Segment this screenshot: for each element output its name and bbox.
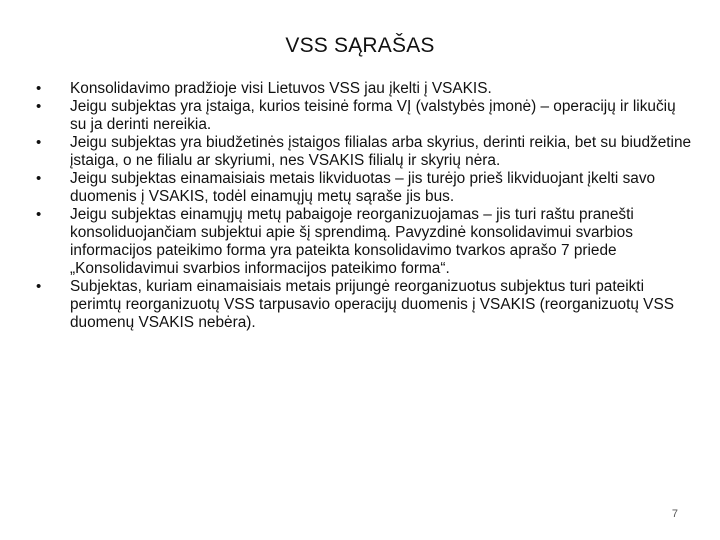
- bullet-item: [36, 98, 696, 134]
- bullet-dot-icon: •: [36, 278, 42, 295]
- bullet-item: [36, 134, 696, 170]
- bullet-list: [36, 80, 696, 332]
- bullet-item: [36, 170, 696, 206]
- bullet-text: Jeigu subjektas yra biudžetinės įstaigos filialas arba skyrius, derinti reikia, bet su biudžetine įstaiga, o ne filialu ar skyriumi, nes VSAKIS filialų ir skyrių nėra.: [70, 134, 692, 169]
- bullet-text: Jeigu subjektas einamaisiais metais likviduotas – jis turėjo prieš likviduojant įkelti savo duomenis į VSAKIS, todėl einamųjų metų sąraše jis bus.: [70, 170, 656, 205]
- bullet-dot-icon: •: [36, 206, 42, 223]
- bullet-dot-icon: •: [36, 134, 42, 151]
- bullet-item: [36, 278, 696, 332]
- bullet-text: Jeigu subjektas einamųjų metų pabaigoje reorganizuojamas – jis turi raštu pranešti konsoliduojančiam subjektui apie šį sprendimą. Pavyzdinė konsolidavimui svarbios informacijos pateikimo forma yra pateikta konsolidavimo tvarkos aprašo 7 priede „Konsolidavimui svarbios informacijos pateikimo forma“.: [70, 206, 634, 277]
- bullet-item: [36, 80, 696, 98]
- bullet-dot-icon: •: [36, 170, 42, 187]
- bullet-dot-icon: •: [36, 98, 42, 115]
- bullet-text: Jeigu subjektas yra įstaiga, kurios teisinė forma VĮ (valstybės įmonė) – operacijų ir likučių su ja derinti nereikia.: [70, 98, 676, 133]
- bullet-text: Konsolidavimo pradžioje visi Lietuvos VSS jau įkelti į VSAKIS.: [70, 80, 492, 97]
- bullet-dot-icon: •: [36, 80, 42, 97]
- page-number: 7: [671, 508, 678, 520]
- bullet-item: [36, 206, 696, 278]
- slide-title: VSS SĄRAŠAS: [285, 34, 435, 57]
- bullet-text: Subjektas, kuriam einamaisiais metais prijungė reorganizuotus subjektus turi pateikti perimtų reorganizuotų VSS tarpusavio operacijų duomenis į VSAKIS (reorganizuotų VSS duomenų VSAKIS nebėra).: [70, 278, 674, 331]
